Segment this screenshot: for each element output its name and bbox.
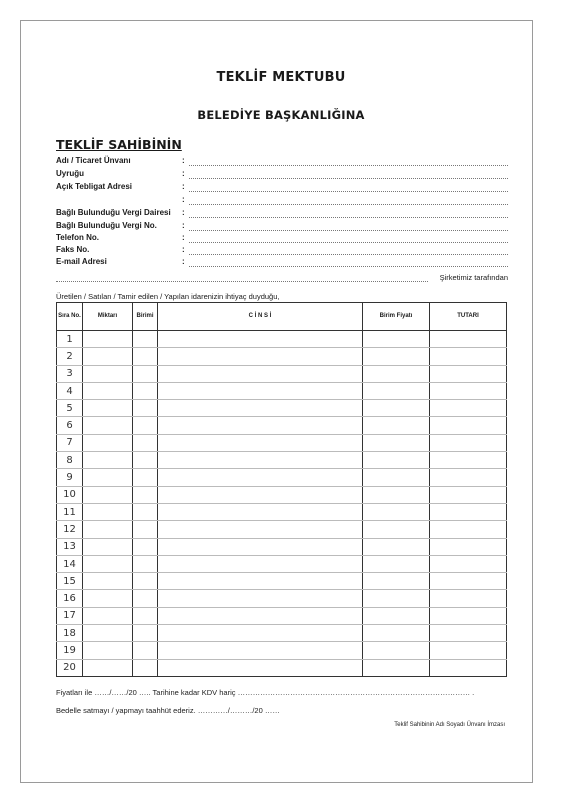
table-cell[interactable] [158,452,363,469]
table-cell[interactable] [83,400,133,417]
table-cell[interactable] [363,452,430,469]
table-cell[interactable] [363,555,430,572]
table-cell[interactable] [363,573,430,590]
field-dotted-line[interactable] [189,191,508,192]
table-cell[interactable] [158,469,363,486]
field-label: E-mail Adresi [56,257,107,266]
table-cell[interactable] [133,538,158,555]
row-number: 9 [57,469,83,486]
row-number: 8 [57,452,83,469]
table-row [57,555,507,572]
table-cell[interactable] [363,417,430,434]
table-cell[interactable] [363,365,430,382]
table-cell[interactable] [83,625,133,642]
table-cell[interactable] [430,625,507,642]
field-row [56,156,508,168]
section-title: TEKLİF SAHİBİNİN [56,137,182,152]
table-cell[interactable] [363,382,430,399]
table-cell[interactable] [363,659,430,676]
table-cell[interactable] [133,400,158,417]
table-cell[interactable] [133,642,158,659]
table-cell[interactable] [83,452,133,469]
table-cell[interactable] [83,348,133,365]
table-cell[interactable] [363,400,430,417]
field-dotted-line[interactable] [189,242,508,243]
intro-text: Üretilen / Satılan / Tamir edilen / Yapılan idarenizin ihtiyaç duyduğu, [56,292,280,301]
table-cell[interactable] [83,486,133,503]
table-cell[interactable] [83,331,133,348]
row-number: 2 [57,348,83,365]
row-number: 4 [57,382,83,399]
row-number: 11 [57,503,83,520]
field-dotted-line[interactable] [189,230,508,231]
footer-commit-text: Bedelle satmayı / yapmayı taahhüt ederiz. …………/………/20 …… [56,706,280,715]
row-number: 13 [57,538,83,555]
table-row [57,469,507,486]
company-text: Şirketimiz tarafından [439,273,508,282]
field-row [56,221,508,233]
row-number: 6 [57,417,83,434]
table-cell[interactable] [363,469,430,486]
table-cell[interactable] [430,434,507,451]
field-label: Bağlı Bulunduğu Vergi No. [56,221,157,230]
header-miktari: Miktarı [83,303,133,331]
field-colon: : [182,195,185,204]
table-cell[interactable] [158,538,363,555]
table-cell[interactable] [363,486,430,503]
table-header-row [57,303,507,331]
field-colon: : [182,245,185,254]
table-cell[interactable] [158,573,363,590]
table-cell[interactable] [133,348,158,365]
table-cell[interactable] [158,434,363,451]
table-cell[interactable] [133,382,158,399]
table-row [57,365,507,382]
field-dotted-line[interactable] [189,217,508,218]
company-dotted-line [56,281,428,282]
field-row [56,245,508,257]
row-number: 19 [57,642,83,659]
table-row [57,659,507,676]
field-label: Bağlı Bulunduğu Vergi Dairesi [56,208,171,217]
table-cell[interactable] [83,503,133,520]
table-cell[interactable] [430,590,507,607]
table-cell[interactable] [158,365,363,382]
table-cell[interactable] [83,434,133,451]
table-cell[interactable] [133,365,158,382]
company-line-row [56,273,508,285]
field-row [56,257,508,269]
table-cell[interactable] [133,521,158,538]
table-cell[interactable] [430,538,507,555]
table-cell[interactable] [158,521,363,538]
field-colon: : [182,182,185,191]
table-row [57,590,507,607]
table-cell[interactable] [158,590,363,607]
table-cell[interactable] [83,417,133,434]
table-cell[interactable] [430,382,507,399]
table-body [57,331,507,677]
table-cell[interactable] [83,469,133,486]
table-cell[interactable] [133,573,158,590]
table-cell[interactable] [133,555,158,572]
table-cell[interactable] [83,365,133,382]
table-cell[interactable] [430,659,507,676]
table-cell[interactable] [363,538,430,555]
table-cell[interactable] [363,607,430,624]
table-cell[interactable] [430,573,507,590]
table-cell[interactable] [133,434,158,451]
row-number: 7 [57,434,83,451]
row-number: 12 [57,521,83,538]
table-cell[interactable] [133,607,158,624]
field-label: Faks No. [56,245,90,254]
field-row [56,169,508,181]
offer-table [56,302,507,677]
header-cinsi: C İ N S İ [158,303,363,331]
field-colon: : [182,257,185,266]
table-cell[interactable] [430,400,507,417]
table-cell[interactable] [158,607,363,624]
field-row [56,208,508,220]
field-label: Uyruğu [56,169,84,178]
table-cell[interactable] [158,331,363,348]
field-row [56,182,508,194]
table-cell[interactable] [133,469,158,486]
table-cell[interactable] [133,486,158,503]
table-cell[interactable] [133,503,158,520]
table-row [57,382,507,399]
table-cell[interactable] [430,452,507,469]
table-cell[interactable] [133,625,158,642]
table-cell[interactable] [83,382,133,399]
table-cell[interactable] [158,486,363,503]
row-number: 17 [57,607,83,624]
table-cell[interactable] [430,642,507,659]
table-cell[interactable] [430,469,507,486]
table-cell[interactable] [158,382,363,399]
document-title: TEKLİF MEKTUBU [216,70,346,85]
table-cell[interactable] [83,659,133,676]
field-dotted-line[interactable] [189,178,508,179]
table-cell[interactable] [133,590,158,607]
table-cell[interactable] [133,659,158,676]
row-number: 16 [57,590,83,607]
table-cell[interactable] [430,331,507,348]
row-number: 1 [57,331,83,348]
table-row [57,434,507,451]
field-dotted-line[interactable] [189,165,508,166]
field-colon: : [182,169,185,178]
table-cell[interactable] [83,521,133,538]
field-colon: : [182,221,185,230]
table-cell[interactable] [158,503,363,520]
table-row [57,538,507,555]
table-row [57,486,507,503]
table-cell[interactable] [158,417,363,434]
field-label: Açık Tebligat Adresi [56,182,133,191]
table-cell[interactable] [83,555,133,572]
table-row [57,503,507,520]
row-number: 18 [57,625,83,642]
table-cell[interactable] [158,348,363,365]
table-cell[interactable] [158,555,363,572]
table-cell[interactable] [363,625,430,642]
table-cell[interactable] [363,590,430,607]
row-number: 15 [57,573,83,590]
table-cell[interactable] [158,625,363,642]
row-number: 20 [57,659,83,676]
table-cell[interactable] [83,538,133,555]
field-dotted-line[interactable] [189,204,508,205]
signature-caption: Teklif Sahibinin Adı Soyadı Ünvanı İmzası [394,722,505,728]
table-cell[interactable] [133,452,158,469]
table-cell[interactable] [83,607,133,624]
field-label: Adı / Ticaret Ünvanı [56,156,131,165]
field-dotted-line[interactable] [189,266,508,267]
row-number: 3 [57,365,83,382]
header-tutari: TUTARI [430,303,507,331]
recipient-title: BELEDİYE BAŞKANLIĞINA [197,108,365,122]
table-cell[interactable] [430,486,507,503]
table-cell[interactable] [158,642,363,659]
table-cell[interactable] [430,417,507,434]
table-row [57,331,507,348]
field-row [56,195,508,207]
table-cell[interactable] [133,331,158,348]
table-row [57,452,507,469]
table-cell[interactable] [83,642,133,659]
table-cell[interactable] [363,503,430,520]
table-row [57,607,507,624]
header-sira: Sıra No. [57,303,83,331]
header-birimi: Birimi [133,303,158,331]
table-row [57,625,507,642]
table-cell[interactable] [430,503,507,520]
table-cell[interactable] [133,417,158,434]
table-cell[interactable] [158,400,363,417]
table-cell[interactable] [363,348,430,365]
field-label: Telefon No. [56,233,99,242]
field-row [56,233,508,245]
table-cell[interactable] [430,348,507,365]
table-cell[interactable] [430,521,507,538]
table-row [57,573,507,590]
table-cell[interactable] [430,607,507,624]
field-colon: : [182,156,185,165]
table-row [57,348,507,365]
table-cell[interactable] [83,590,133,607]
row-number: 14 [57,555,83,572]
table-cell[interactable] [83,573,133,590]
table-cell[interactable] [158,659,363,676]
table-cell[interactable] [363,331,430,348]
table-row [57,642,507,659]
field-dotted-line[interactable] [189,254,508,255]
field-colon: : [182,233,185,242]
row-number: 5 [57,400,83,417]
table-cell[interactable] [363,521,430,538]
table-cell[interactable] [430,365,507,382]
footer-price-text: Fiyatları ile ……/……/20 ….. Tarihine kadar KDV hariç ………………………………………………………………………………… . [56,688,475,697]
field-colon: : [182,208,185,217]
row-number: 10 [57,486,83,503]
table-row [57,521,507,538]
table-cell[interactable] [363,434,430,451]
header-birim-fiyati: Birim Fiyatı [363,303,430,331]
table-row [57,417,507,434]
table-row [57,400,507,417]
table-cell[interactable] [430,555,507,572]
table-cell[interactable] [363,642,430,659]
